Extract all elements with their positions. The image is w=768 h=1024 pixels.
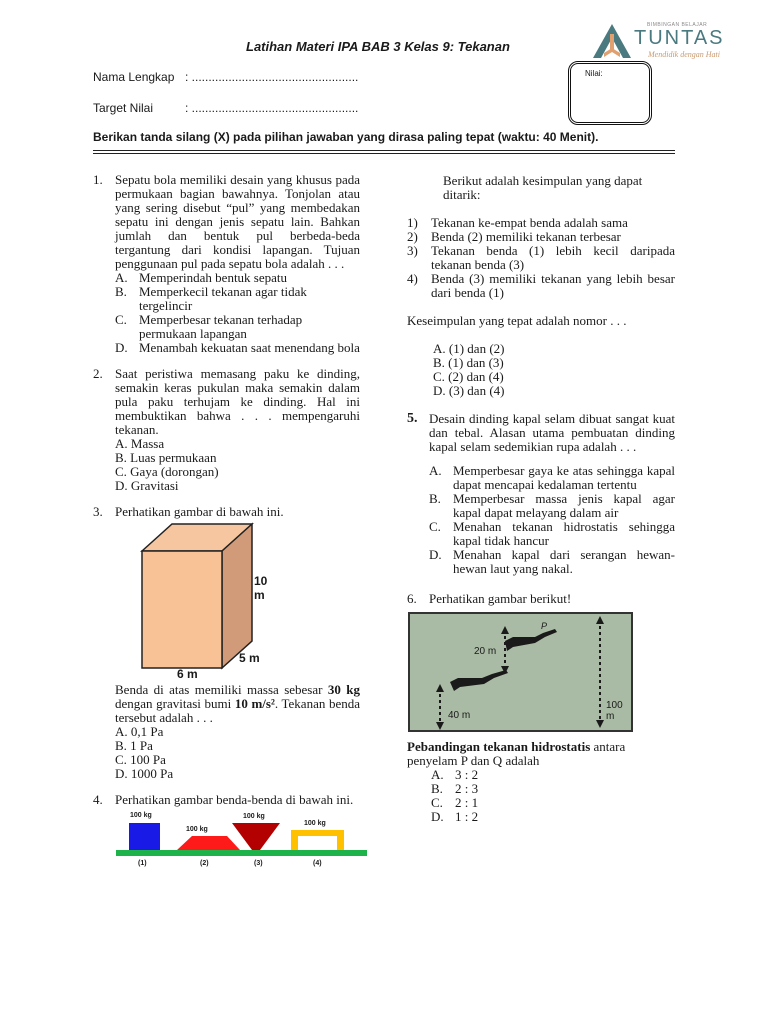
option-a[interactable] [429, 464, 675, 492]
statement-number: 1) [407, 215, 418, 230]
option-letter: B. [431, 781, 443, 796]
option-d[interactable]: D. Gravitasi [115, 478, 179, 493]
statement-number: 3) [407, 243, 418, 258]
option-text: Memperbesar tekanan terhadap permukaan lapangan [139, 312, 303, 341]
option-b[interactable] [429, 492, 675, 520]
option-text: 2 : 1 [455, 795, 479, 810]
text-part: Benda di atas memiliki massa sebesar [115, 682, 328, 697]
mass-value: 30 kg [327, 682, 360, 697]
option-text: Menambah kekuatan saat menendang bola [139, 340, 360, 355]
question-text: Desain dinding kapal selam dibuat sangat kuat dan tebal. Alasan utama pembuatan dinding kapal selam sedemikian rupa adalah . . . [429, 411, 675, 454]
option-d[interactable]: D. 1000 Pa [115, 766, 174, 781]
option-a[interactable]: A. Massa [115, 436, 165, 451]
statement-1 [407, 216, 675, 230]
logo-tagline: Mendidik dengan Hati [648, 50, 720, 59]
statement-text: Tekanan ke-empat benda adalah sama [431, 215, 628, 230]
text-bold: Pebandingan tekanan hidrostatis [407, 739, 591, 754]
logo-brand: TUNTAS [634, 27, 725, 49]
logo-top-text: BIMBINGAN BELAJAR [647, 22, 708, 28]
diver-p [505, 629, 557, 651]
page-title: Latihan Materi IPA BAB 3 Kelas 9: Tekanan [246, 39, 510, 54]
statement-text: Benda (3) memiliki tekanan yang lebih besar dari benda (1) [431, 271, 675, 300]
question-2 [93, 367, 360, 493]
option-text: Memperbesar massa jenis kapal agar kapal dapat melayang dalam air [453, 491, 675, 520]
option-b[interactable] [431, 782, 675, 796]
option-b[interactable]: B. Luas permukaan [115, 450, 217, 465]
option-d[interactable]: D. (3) dan (4) [433, 383, 505, 398]
divider [93, 153, 675, 154]
depth-20-label: 20 m [474, 646, 497, 657]
option-text: Menahan kapal dari serangan hewan-hewan laut yang nakal. [453, 547, 675, 576]
depth-40-label: 40 m [448, 710, 471, 721]
option-c[interactable]: C. Gaya (dorongan) [115, 464, 219, 479]
height-label: 10 m [254, 574, 268, 602]
text-part: dengan gravitasi bumi [115, 696, 235, 711]
divider [93, 150, 675, 151]
mass-label-2: 100 kg [186, 826, 208, 833]
option-c[interactable] [431, 796, 675, 810]
option-a[interactable]: A. 0,1 Pa [115, 724, 164, 739]
gravity-value: 10 m/s² [234, 696, 275, 711]
option-text: Menahan tekanan hidrostatis sehingga kapal tidak hancur [453, 519, 675, 548]
statement-list [407, 216, 675, 300]
option-letter: D. [431, 809, 444, 824]
diver-q [450, 670, 508, 691]
option-text: Memperkecil tekanan agar tidak tergelincir [139, 284, 307, 313]
conclusion-question: Keseimpulan yang tepat adalah nomor . . . [407, 313, 627, 328]
statement-2 [407, 230, 675, 244]
objects-figure [110, 809, 370, 871]
question-text: Perhatikan gambar di bawah ini. [115, 504, 284, 519]
option-letter: C. [115, 312, 127, 327]
question-6-body [407, 740, 675, 824]
option-letter: B. [429, 491, 441, 506]
statement-text: Benda (2) memiliki tekanan terbesar [431, 229, 621, 244]
option-letter: D. [429, 547, 442, 562]
object-number-1: (1) [138, 860, 147, 867]
option-letter: A. [431, 767, 444, 782]
question-4 [93, 793, 360, 807]
target-field[interactable]: : .................................................. [185, 101, 359, 115]
question-text: Saat peristiwa memasang paku ke dinding, semakin keras pukulan maka semakin dalam pula paku terhujam ke dinding. Hal ini membuktikan bahwa . . . mempengaruhi tekanan. [115, 366, 360, 437]
conclusion-intro: Berikut adalah kesimpulan yang dapat ditarik: [443, 173, 643, 202]
statement-3 [407, 244, 675, 272]
option-text: 3 : 2 [455, 767, 479, 782]
question-1 [93, 173, 360, 355]
logo-triangle-icon [590, 22, 634, 60]
target-label: Target Nilai [93, 101, 154, 115]
ground [116, 850, 367, 856]
object-4 [291, 830, 344, 850]
question-text: Perhatikan gambar berikut! [429, 591, 572, 606]
option-c[interactable]: C. (2) dan (4) [433, 369, 504, 384]
object-number-4: (4) [313, 860, 322, 867]
score-box[interactable] [568, 61, 652, 125]
object-number-2: (2) [200, 860, 209, 867]
width-label: 6 m [177, 667, 198, 681]
question-number: 5. [407, 411, 418, 426]
option-text: 1 : 2 [455, 809, 479, 824]
diver-p-label: P [541, 621, 548, 631]
mass-label-4: 100 kg [304, 820, 326, 827]
statement-4 [407, 272, 675, 300]
option-text: 2 : 3 [455, 781, 479, 796]
left-column [93, 173, 360, 871]
question-text: Perhatikan gambar benda-benda di bawah ini. [115, 792, 354, 807]
question-text [407, 740, 675, 768]
option-d[interactable] [429, 548, 675, 576]
score-label: Nilai: [585, 69, 603, 78]
text-part: antara penyelam P dan Q adalah [407, 739, 626, 768]
option-b[interactable]: B. (1) dan (3) [433, 355, 504, 370]
option-b[interactable] [115, 285, 360, 313]
option-b[interactable]: B. 1 Pa [115, 738, 153, 753]
option-letter: C. [429, 519, 441, 534]
depth-100-label: 100 m [606, 700, 623, 722]
mass-label-3: 100 kg [243, 813, 265, 820]
tuntas-logo [590, 22, 725, 62]
divers-image [410, 614, 631, 730]
option-letter: A. [115, 270, 128, 285]
box-figure [115, 521, 275, 681]
text-part: . Tekanan benda tersebut adalah . . . [115, 696, 360, 725]
question-number: 4. [93, 792, 103, 807]
name-label: Nama Lengkap [93, 70, 175, 84]
question-4-options [433, 342, 675, 398]
option-c[interactable] [429, 520, 675, 548]
question-3 [93, 505, 360, 519]
right-column [407, 174, 675, 824]
object-number-3: (3) [254, 860, 263, 867]
question-number: 6. [407, 591, 417, 606]
statement-number: 2) [407, 229, 418, 244]
object-1 [129, 823, 160, 850]
statement-text: Tekanan benda (1) lebih kecil daripada tekanan benda (3) [431, 243, 675, 272]
option-c[interactable] [115, 313, 360, 341]
question-number: 1. [93, 172, 103, 187]
option-d[interactable] [115, 341, 360, 355]
question-6 [407, 592, 675, 606]
depth-label: 5 m [239, 651, 260, 665]
option-letter: D. [115, 340, 128, 355]
divers-figure [408, 612, 633, 732]
name-field[interactable]: : .................................................. [185, 70, 359, 84]
option-a[interactable]: A. (1) dan (2) [433, 341, 505, 356]
question-number: 3. [93, 504, 103, 519]
option-a[interactable] [431, 768, 675, 782]
option-letter: B. [115, 284, 127, 299]
option-text: Memperindah bentuk sepatu [139, 270, 288, 285]
statement-number: 4) [407, 271, 418, 286]
question-text [115, 683, 360, 725]
option-a[interactable] [115, 271, 360, 285]
object-2 [177, 836, 240, 850]
option-c[interactable]: C. 100 Pa [115, 752, 166, 767]
option-letter: C. [431, 795, 443, 810]
question-text: Sepatu bola memiliki desain yang khusus pada permukaan bagian bawahnya. Tonjolan atau yang sering disebut “pul” yang membedakan sepatu ini dengan jenis sepatu lain. Bahkan jumlah dan bentuk pul berbeda-beda tergantung dari kondisi lapangan. Tujuan penggunaan pul pada sepatu bola adalah . . . [115, 172, 360, 271]
option-text: Memperbesar gaya ke atas sehingga kapal dapat mencapai kedalaman tertentu [453, 463, 675, 492]
question-5 [407, 412, 675, 576]
question-3-body [115, 683, 360, 781]
question-number: 2. [93, 366, 103, 381]
object-3 [232, 823, 280, 850]
mass-label-1: 100 kg [130, 812, 152, 819]
instructions: Berikan tanda silang (X) pada pilihan jawaban yang dirasa paling tepat (waktu: 40 Menit). [93, 130, 599, 144]
option-letter: A. [429, 463, 442, 478]
option-d[interactable] [431, 810, 675, 824]
